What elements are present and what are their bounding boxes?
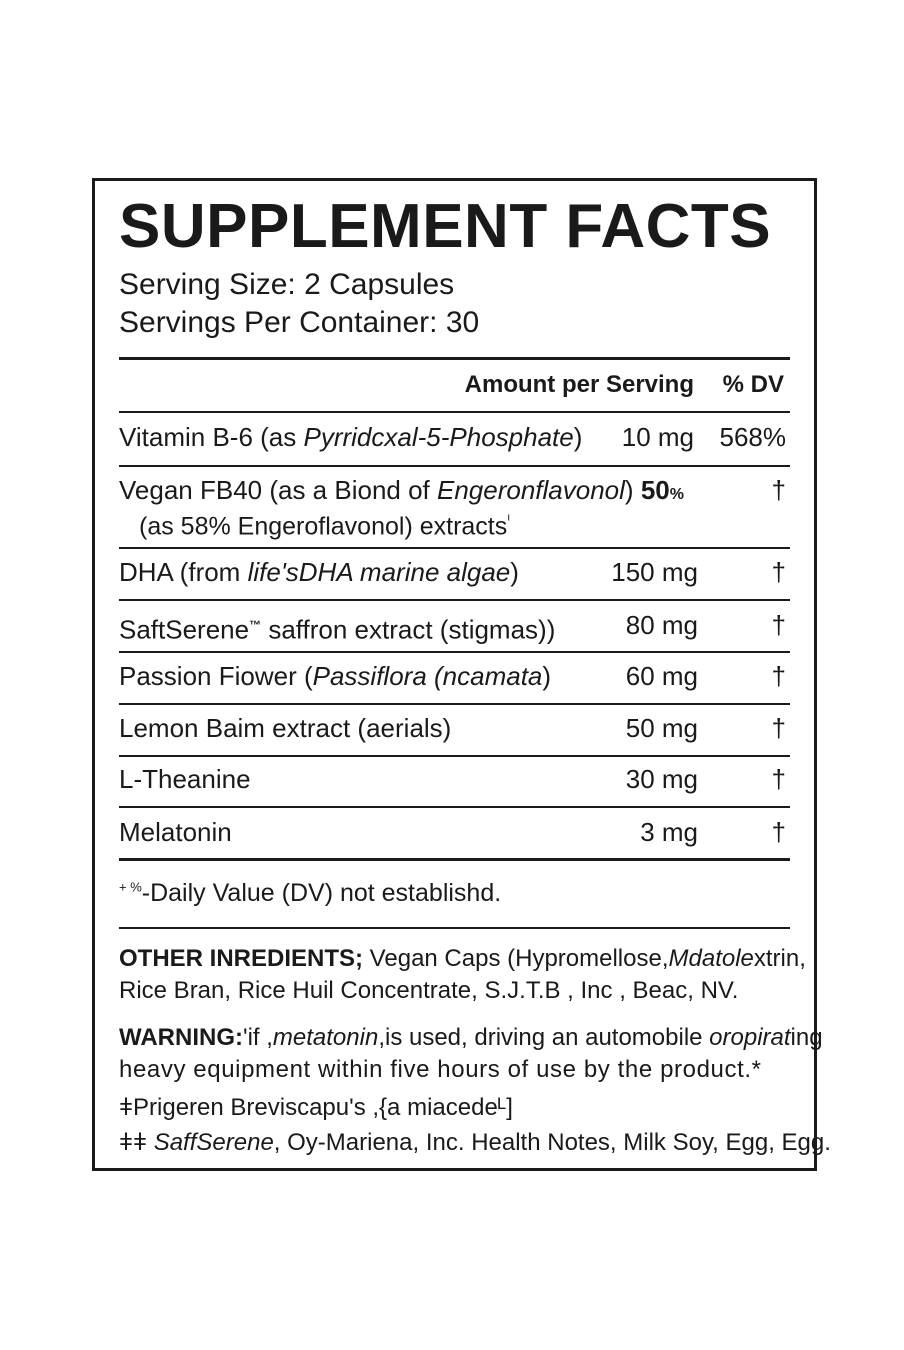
divider-rule: [119, 703, 790, 705]
table-row: [119, 609, 790, 649]
other-ingredients: OTHER INREDIENTS; Vegan Caps (Hypromellose,Mdatolextrin, Rice Bran, Rice Huil Concentrate, S.J.T.B , Inc , Beac, NV.: [119, 945, 806, 1004]
serving-size: Serving Size: 2 Capsules: [119, 268, 455, 301]
ingredient-name: Passion Fiower (Passiflora (ncamata): [119, 661, 552, 691]
ingredient-amount: 80 mg: [625, 610, 698, 640]
table-row: [119, 421, 790, 461]
ingredient-amount: 150 mg: [611, 557, 698, 587]
ingredient-name: Lemon Baim extract (aerials): [119, 713, 452, 743]
divider-rule: [119, 547, 790, 549]
panel-title: SUPPLEMENT FACTS: [119, 192, 772, 261]
ingredient-dv: †: [771, 610, 786, 640]
ingredient-amount: 60 mg: [625, 661, 698, 691]
servings-per-container: Servings Per Container: 30: [119, 306, 480, 339]
ingredient-dv: †: [771, 475, 786, 505]
ingredient-subtext: (as 58% Engeroflavonol) extracts$^ᑊ$: [139, 512, 510, 541]
ingredient-dv: †: [771, 661, 786, 691]
ingredient-amount: 10 mg: [621, 422, 694, 452]
supplement-facts-panel: [92, 178, 831, 1171]
footnote-saffserene: ǂǂ SaffSerene, Oy-Mariena, Inc. Health Notes, Milk Soy, Egg, Egg.: [119, 1129, 831, 1156]
ingredient-name: SaftSerene™ saffron extract (stigmas)): [119, 614, 556, 645]
ingredient-name: Vitamin B-6 (as Pyrridcxal-5-Phosphate): [119, 422, 583, 452]
table-row: [119, 763, 790, 803]
table-row: [119, 816, 790, 856]
ingredient-dv: †: [771, 764, 786, 794]
table-row: [119, 660, 790, 700]
ingredient-dv: †: [771, 817, 786, 847]
ingredient-amount: 50 mg: [625, 713, 698, 743]
divider-rule: [119, 599, 790, 601]
divider-rule: [119, 806, 790, 808]
divider-rule: [119, 465, 790, 467]
footnote-prigeren: ǂPrigeren Breviscapu's ,{a miacedeᴸ]: [119, 1094, 513, 1121]
divider-rule: [119, 755, 790, 757]
header-amount: Amount per Serving: [464, 371, 694, 398]
divider-rule: [119, 858, 790, 861]
table-row: [119, 474, 790, 544]
ingredient-name: Vegan FB40 (as a Biond of Engeronflavonol) 50%: [119, 475, 684, 505]
ingredient-name: L-Theanine: [119, 764, 251, 794]
ingredient-amount: 3 mg: [640, 817, 698, 847]
divider-rule: [119, 651, 790, 653]
table-header: [119, 369, 790, 409]
divider-rule: [119, 927, 790, 929]
ingredient-dv: †: [771, 713, 786, 743]
table-row: [119, 556, 790, 596]
ingredient-name: Melatonin: [119, 817, 232, 847]
divider-rule: [119, 357, 790, 360]
ingredient-name: DHA (from life'sDHA marine algae): [119, 557, 519, 587]
ingredient-dv: †: [771, 557, 786, 587]
table-row: [119, 712, 790, 752]
divider-rule: [119, 411, 790, 413]
ingredient-amount: 30 mg: [625, 764, 698, 794]
header-dv: % DV: [722, 371, 784, 398]
warning-text: WARNING:'if ,metatonin,is used, driving an automobile oropirating heavy equipment within five hours of use by the product.*: [119, 1024, 823, 1083]
ingredient-dv: 568%: [719, 422, 786, 452]
dv-footnote: + %-Daily Value (DV) not establishd.: [119, 879, 502, 907]
